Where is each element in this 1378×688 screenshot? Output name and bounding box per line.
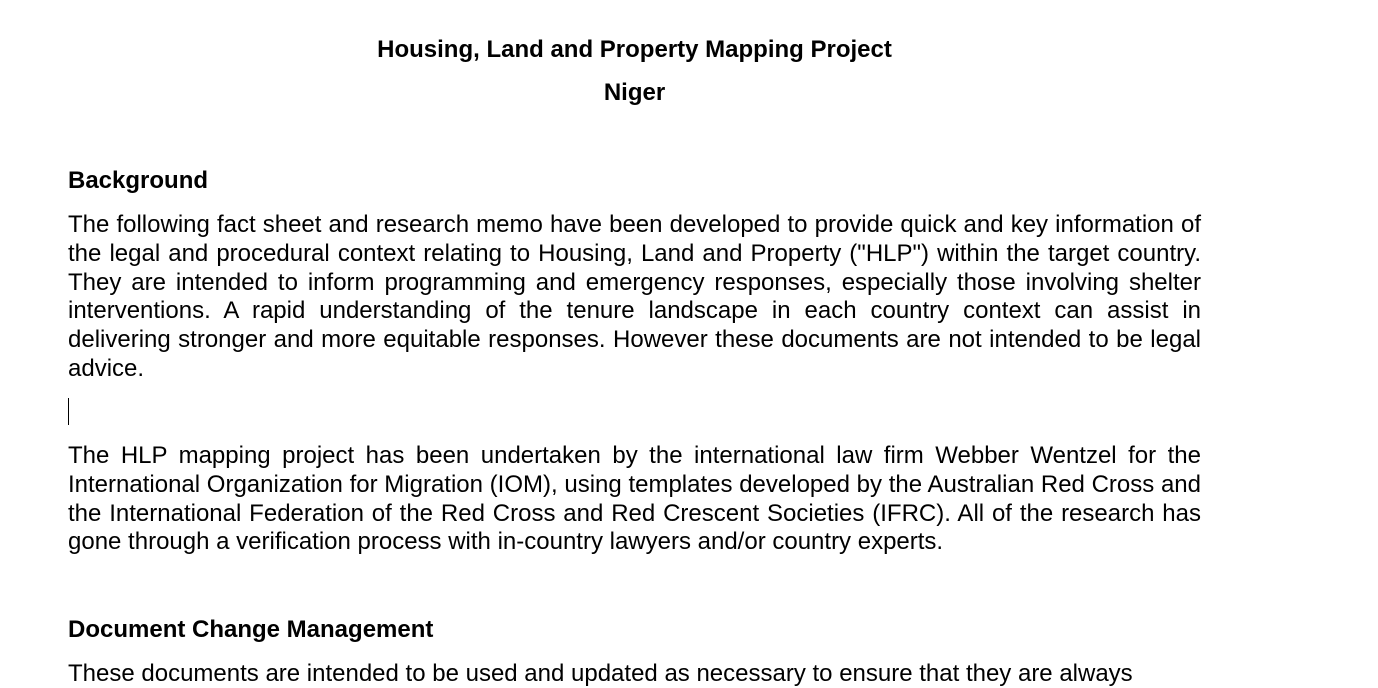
section-heading-background: Background	[68, 167, 209, 194]
document-subtitle: Niger	[603, 79, 666, 106]
document-title: Housing, Land and Property Mapping Project	[377, 36, 892, 63]
paragraph-change-management-1: These documents are intended to be used and updated as necessary to ensure that they are always	[68, 660, 1133, 687]
paragraph-background-2: The HLP mapping project has been undertaken by the international law firm Webber Wentzel for the International Organization for Migration (IOM), using templates developed by the Australian Red Cross and the International Federation of the Red Cross and Red Crescent Societies (IFRC). All of the research has gone through a verification process with in-country lawyers and/or country experts.	[68, 442, 1201, 556]
text-cursor	[68, 398, 69, 425]
paragraph-background-1: The following fact sheet and research memo have been developed to provide quick and key information of the legal and procedural context relating to Housing, Land and Property ("HLP") within the target country. They are intended to inform programming and emergency responses, especially those involving shelter interventions. A rapid understanding of the tenure landscape in each country context can assist in delivering stronger and more equitable responses. However these documents are not intended to be legal advice.	[68, 211, 1201, 382]
section-heading-document-change-management: Document Change Management	[68, 616, 434, 643]
